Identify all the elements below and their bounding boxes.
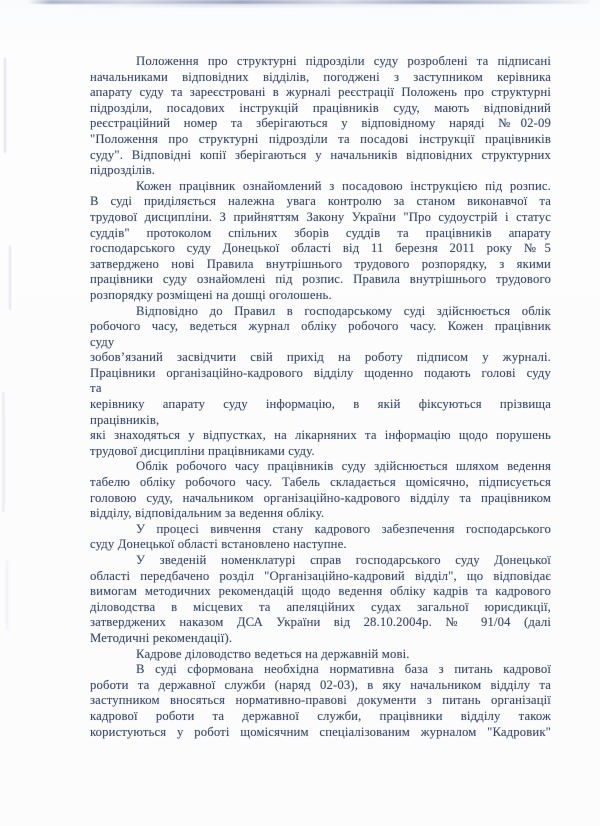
text-line: заступником вносяться нормативно-правові документи з питань організації: [90, 693, 551, 708]
text-line: Положення про структурні підрозділи суду розроблені та підписані: [136, 54, 551, 68]
text-line: У зведеній номенклатурі справ господарського суду Донецької: [136, 553, 551, 567]
text-line: Кадрове діловодство ведеться на державній мові.: [136, 646, 410, 661]
text-line: які знаходяться у відпустках, на лікарняних та інформацію щодо порушень: [90, 428, 551, 443]
scan-streak-artifact: [9, 246, 11, 310]
text-line: Методичні рекомендації).: [90, 630, 233, 645]
text-line: трудової дисципліни. З прийняттям Закону України "Про судоустрій і статус: [90, 209, 551, 224]
text-line: апарату суду та зареєстровані в журналі реєстрації Положень про структурні: [90, 85, 551, 100]
text-line: табелю обліку робочого часу. Табель складається щомісячно, підписується: [90, 475, 551, 490]
text-line: користуються у роботі щомісячним спеціалізованим журналом "Кадровик": [90, 724, 551, 739]
paragraph: [90, 179, 551, 304]
text-line: розпорядку розміщені на дошці оголошень.: [90, 287, 332, 302]
paragraph: [90, 647, 551, 663]
text-line: вимогам методичних рекомендацій щодо ведення обліку кадрів та кадрового: [90, 584, 551, 599]
text-line: "Положення про структурні підрозділи та посадові інструкції працівників: [90, 131, 551, 146]
text-line: затверджено нові Правила внутрішнього трудового розпорядку, з якими: [90, 256, 551, 271]
text-line: діловодства в місцевих та апеляційних судах загальної юрисдикції,: [90, 599, 551, 614]
scan-streak-artifact: [4, 58, 6, 153]
paragraph: [90, 662, 551, 740]
document-body: [90, 54, 551, 740]
text-line: та: [90, 381, 102, 396]
text-line: Облік робочого часу працівників суду здійснюється шляхом ведення: [136, 459, 551, 474]
text-line: працівники суду ознайомлені під розпис. Правила внутрішнього трудового: [90, 272, 551, 287]
text-line: робочого часу, ведеться журнал обліку робочого часу. Кожен працівник: [90, 319, 551, 334]
paragraph: [90, 522, 551, 553]
text-line: області передбачено розділ "Організаційно-кадровий відділ", що відповідає: [90, 568, 551, 583]
text-line: господарського суду Донецької області від 11 березня 2011 року №5: [90, 241, 551, 256]
scan-streak-artifact: [2, 392, 5, 512]
text-line: У процесі вивчення стану кадрового забезпечення господарського: [136, 521, 551, 536]
text-line: суддів" протоколом спільних зборів суддів та працівників апарату: [90, 225, 551, 240]
text-line: підрозділи, посадових інструкцій працівників суду, мають відповідний: [90, 100, 551, 115]
text-line: суду Донецької області встановлено наступне.: [90, 537, 347, 552]
text-line: трудової дисципліни працівниками суду.: [90, 443, 315, 458]
text-line: підрозділів.: [90, 163, 156, 178]
text-line: суду: [90, 334, 115, 349]
text-line: працівників,: [90, 412, 160, 427]
text-line: начальниками відповідних відділів, погоджені з заступником керівника: [90, 69, 551, 84]
text-line: Кожен працівник ознайомлений з посадовою інструкцією під розпис.: [136, 178, 551, 193]
text-line: керівнику апарату суду інформацію, в якій фіксуються прізвища: [90, 397, 551, 412]
text-line: Працівники організаційно-кадрового відділу щоденно подають голові суду: [90, 365, 551, 380]
text-line: Відповідно до Правил в господарському суді здійснюється облік: [136, 303, 551, 318]
paragraph: [90, 54, 551, 179]
text-line: суду". Відповідні копії зберігаються у начальників відповідних структурних: [90, 147, 551, 162]
scan-streak-artifact: [6, 560, 8, 630]
paragraph: [90, 553, 551, 647]
paragraph: [90, 459, 551, 521]
text-line: зобов’язаний засвідчити свій прихід на роботу підписом у журналі.: [90, 350, 551, 365]
text-line: роботи та державної служби (наряд 02-03), в яку начальником відділу та: [90, 677, 551, 692]
text-line: головою суду, начальником організаційно-кадрового відділу та працівником: [90, 490, 551, 505]
text-line: В суді сформована необхідна нормативна база з питань кадрової: [136, 662, 551, 677]
text-line: відділу, відповідальним за ведення обліку.: [90, 506, 325, 521]
scan-edge-artifact-soft: [60, 4, 540, 7]
text-line: реєстраційний номер та зберігаються у відповідному наряді №02-09: [90, 116, 551, 131]
text-line: кадрової роботи та державної служби, працівники відділу також: [90, 708, 551, 723]
text-line: затверджених наказом ДСА України від 28.10.2004р. № 91/04 (далі: [90, 615, 551, 630]
paragraph: [90, 304, 551, 460]
text-line: В суді приділяється належна увага контролю за станом виконавчої та: [90, 194, 551, 209]
